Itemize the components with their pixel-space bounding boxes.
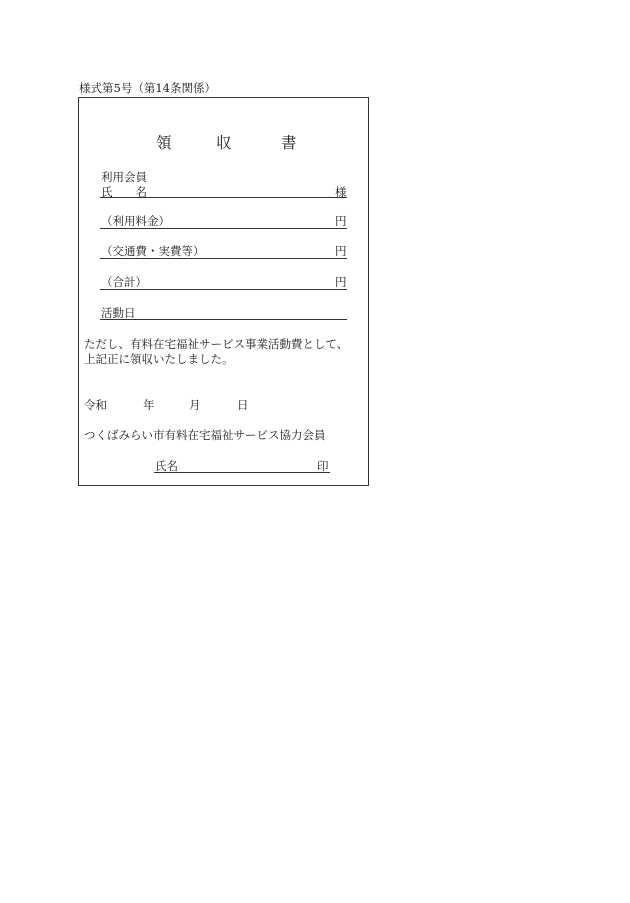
transport-fee-unit: 円 <box>335 244 347 258</box>
organization-name: つくばみらい市有料在宅福祉サービス協力会員 <box>84 428 326 442</box>
total-line <box>100 289 347 290</box>
honorific: 様 <box>335 185 347 199</box>
transport-fee-line <box>100 258 347 259</box>
seal-label: 印 <box>317 459 329 473</box>
name-label: 氏 名 <box>101 185 147 199</box>
statement-line-1: ただし、有料在宅福祉サービス事業活動費として、 <box>84 337 349 351</box>
title-char-1: 領 <box>156 134 172 152</box>
usage-fee-unit: 円 <box>335 214 347 228</box>
name-line <box>100 197 347 198</box>
date-year: 年 <box>143 398 155 412</box>
title-char-3: 書 <box>281 134 297 152</box>
activity-date-line <box>100 319 347 320</box>
transport-fee-label: （交通費・実費等） <box>101 244 205 258</box>
total-unit: 円 <box>335 275 347 289</box>
title-char-2: 収 <box>216 134 232 152</box>
member-label: 利用会員 <box>101 170 147 184</box>
usage-fee-line <box>100 228 347 229</box>
usage-fee-label: （利用料金） <box>101 214 170 228</box>
date-month: 月 <box>189 398 201 412</box>
statement-line-2: 上記正に領収いたしました。 <box>84 352 234 366</box>
date-era: 令和 <box>84 398 107 412</box>
signer-name-label: 氏名 <box>155 459 178 473</box>
signer-name-line <box>154 472 330 473</box>
activity-date-label: 活動日 <box>101 306 136 320</box>
total-label: （合計） <box>101 275 147 289</box>
form-number: 様式第5号（第14条関係） <box>79 81 216 95</box>
date-day: 日 <box>237 398 249 412</box>
